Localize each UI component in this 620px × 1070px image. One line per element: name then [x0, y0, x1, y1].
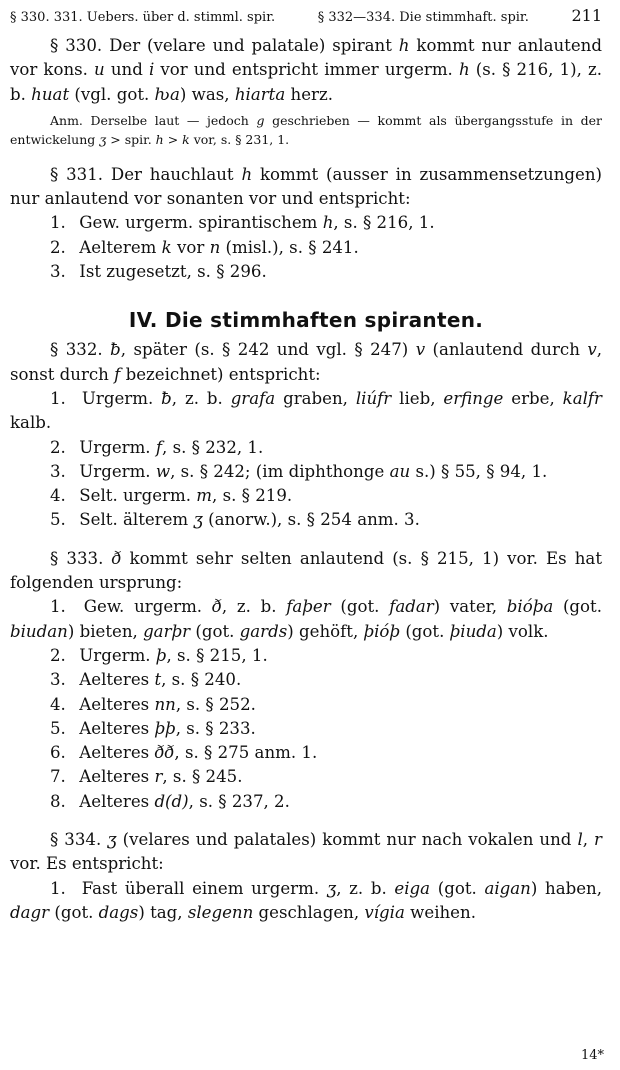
paragraph-332	[10, 338, 602, 387]
text: ) vater,	[433, 597, 507, 617]
term: h	[241, 164, 253, 184]
item-number: 5.	[50, 510, 66, 530]
term: biudan	[10, 621, 68, 641]
item-number: 3.	[50, 670, 66, 690]
text: Selt. urgerm.	[79, 486, 197, 506]
text: ) bieten,	[67, 621, 144, 641]
text: vor. Es entspricht:	[10, 854, 164, 874]
item-number: 1.	[50, 597, 66, 617]
list-item	[10, 508, 602, 532]
term: w	[155, 461, 171, 481]
text: (s. § 216, 1), z. b.	[10, 60, 602, 104]
text: § 332.	[50, 340, 111, 360]
spacer	[10, 533, 602, 547]
term: þióþ	[363, 621, 401, 641]
list-332	[10, 387, 602, 533]
list-333	[10, 595, 602, 814]
text: herz.	[285, 84, 333, 104]
term: erfinge	[443, 388, 504, 408]
term: þ	[155, 645, 167, 665]
text: , s. § 237, 2.	[188, 791, 290, 811]
paragraph-331	[10, 163, 602, 212]
list-item	[10, 387, 602, 436]
list-item	[10, 460, 602, 484]
term: ʒ	[193, 510, 203, 530]
term: r	[154, 767, 163, 787]
item-number: 1.	[50, 213, 66, 233]
term: f	[155, 437, 163, 457]
item-number: 4.	[50, 486, 66, 506]
text: (velares und palatales) kommt nur nach vokalen und	[116, 830, 578, 850]
term: kalfr	[562, 388, 602, 408]
term: eiga	[394, 878, 431, 898]
item-number: 3.	[50, 461, 66, 481]
term: ʒ	[107, 830, 117, 850]
text: s.) § 55, § 94, 1.	[410, 461, 548, 481]
text: (got.	[553, 597, 602, 617]
text: und	[104, 60, 149, 80]
term: m	[196, 486, 213, 506]
list-item	[10, 484, 602, 508]
header-page-number: 211	[571, 6, 602, 25]
text: >	[163, 131, 183, 147]
text: Aelteres	[79, 743, 155, 763]
text: , s. § 233.	[175, 718, 256, 738]
term: ð	[111, 548, 122, 568]
text: , s. § 240.	[161, 670, 242, 690]
text: , s. § 216, 1.	[333, 213, 435, 233]
spacer	[10, 814, 602, 828]
text: , z. b.	[221, 597, 287, 617]
paragraph-333	[10, 547, 602, 596]
text: (anorw.), s. § 254 anm. 3.	[202, 510, 420, 530]
text: Urgerm.	[79, 461, 156, 481]
header-center: § 332—334. Die stimmhaft. spir.	[317, 10, 529, 25]
text: Aelterem	[79, 237, 162, 257]
list-331	[10, 211, 602, 284]
text: , s. § 242; (im diphthonge	[170, 461, 390, 481]
item-number: 2.	[50, 645, 66, 665]
term: h	[155, 131, 164, 147]
list-item	[10, 717, 602, 741]
text: § 334.	[50, 830, 108, 850]
term: v	[587, 340, 597, 360]
text: Gew. urgerm.	[83, 597, 212, 617]
term: þþ	[154, 718, 176, 738]
item-number: 7.	[50, 767, 66, 787]
text: ) was,	[179, 84, 235, 104]
term: aigan	[484, 878, 531, 898]
term: liúfr	[355, 388, 392, 408]
text: Gew. urgerm. spirantischem	[79, 213, 323, 233]
text: Fast überall einem urgerm.	[81, 878, 327, 898]
term: grafa	[230, 388, 276, 408]
text: , z. b.	[336, 878, 395, 898]
spacer	[10, 149, 602, 163]
text: , später (s. § 242 und vgl. § 247)	[120, 340, 416, 360]
text: (anlautend durch	[425, 340, 588, 360]
text: ) haben,	[530, 878, 602, 898]
item-number: 2.	[50, 437, 66, 457]
list-334	[10, 877, 602, 926]
text: ) gehöft,	[287, 621, 364, 641]
term: h	[398, 36, 410, 55]
text: > spir.	[106, 131, 156, 147]
text: vor	[171, 237, 210, 257]
text: kommt sehr selten anlautend (s. § 215, 1) vor. Es hat folgenden ursprung:	[10, 548, 602, 593]
term: ƀ	[110, 340, 121, 360]
term: h	[322, 213, 334, 233]
term: ʒ	[99, 131, 107, 147]
term: k	[182, 131, 190, 147]
term: v	[415, 340, 426, 360]
text: , s. § 252.	[175, 694, 256, 714]
page	[10, 6, 602, 925]
text: (misl.), s. § 241.	[220, 237, 359, 257]
text: Selt. älterem	[79, 510, 194, 530]
text: vor, s. § 231, 1.	[189, 131, 290, 147]
text: bezeichnet) entspricht:	[120, 364, 321, 384]
list-item	[10, 790, 602, 814]
text: , s. § 275 anm. 1.	[174, 743, 318, 763]
term: dags	[98, 902, 139, 922]
term: g	[256, 112, 265, 128]
list-item	[10, 236, 602, 260]
term: bióþa	[506, 597, 554, 617]
text: (got.	[430, 878, 485, 898]
running-header	[10, 6, 602, 34]
text: weihen.	[404, 902, 476, 922]
text: erbe,	[503, 388, 563, 408]
list-item	[10, 211, 602, 235]
term: fadar	[389, 597, 434, 617]
text: ) volk.	[496, 621, 549, 641]
term: au	[389, 461, 411, 481]
list-item	[10, 436, 602, 460]
text: , s. § 245.	[162, 767, 243, 787]
term: k	[161, 237, 172, 257]
text: , z. b.	[171, 388, 231, 408]
text: , s. § 219.	[212, 486, 293, 506]
term: n	[209, 237, 221, 257]
text: vor und entspricht immer urgerm.	[154, 60, 459, 80]
text: (got.	[49, 902, 99, 922]
text: (got.	[400, 621, 450, 641]
list-item	[10, 877, 602, 926]
section-heading: IV. Die stimmhaften spiranten.	[128, 308, 484, 333]
term: nn	[154, 694, 176, 714]
term: d(d)	[154, 791, 189, 811]
text: Aelteres	[79, 767, 155, 787]
term: f	[114, 364, 121, 384]
text: , s. § 232, 1.	[162, 437, 264, 457]
text: Urgerm.	[79, 645, 156, 665]
text: (got.	[330, 597, 390, 617]
item-number: 5.	[50, 718, 66, 738]
term: ʒ	[326, 878, 337, 898]
text: Ist zugesetzt, s. § 296.	[79, 262, 267, 282]
text: § 330. Der (velare und palatale) spirant	[50, 36, 399, 55]
text: kommt (ausser in zusammensetzungen) nur anlautend vor sonanten vor und entspricht:	[10, 164, 603, 209]
list-item	[10, 693, 602, 717]
term: vígia	[364, 902, 405, 922]
text: § 331. Der hauchlaut	[50, 164, 242, 184]
list-item	[10, 741, 602, 765]
text: Aelteres	[79, 670, 155, 690]
text: geschlagen,	[253, 902, 365, 922]
term: slegenn	[187, 902, 254, 922]
item-number: 8.	[50, 791, 66, 811]
term: hiarta	[234, 84, 286, 104]
term: ð	[211, 597, 222, 617]
item-number: 4.	[50, 694, 66, 714]
term: huat	[31, 84, 70, 104]
text: ) tag,	[138, 902, 188, 922]
item-number: 2.	[50, 237, 66, 257]
text: lieb,	[391, 388, 444, 408]
term: faþer	[286, 597, 331, 617]
term: u	[94, 60, 105, 80]
term: l	[577, 830, 583, 850]
term: r	[594, 830, 602, 850]
list-item	[10, 765, 602, 789]
list-item	[10, 644, 602, 668]
term: ƕa	[154, 84, 180, 104]
paragraph-330	[10, 34, 602, 107]
annotation-330	[10, 111, 602, 149]
term: h	[458, 60, 470, 80]
text: Aelteres	[79, 791, 155, 811]
signature-mark: 14*	[580, 1048, 604, 1063]
text: , sonst durch	[10, 340, 602, 384]
text: kalb.	[10, 413, 52, 433]
text: Aelteres	[79, 718, 155, 738]
text: geschrieben — kommt als übergangsstufe in der entwickelung	[10, 112, 602, 147]
term: þiuda	[449, 621, 497, 641]
item-number: 6.	[50, 743, 66, 763]
text: , s. § 215, 1.	[166, 645, 268, 665]
term: dagr	[10, 902, 50, 922]
text: Urgerm.	[81, 388, 162, 408]
term: gards	[239, 621, 288, 641]
item-number: 1.	[50, 878, 66, 898]
text: (got.	[190, 621, 240, 641]
term: i	[148, 60, 155, 80]
term: t	[154, 670, 162, 690]
text: graben,	[275, 388, 356, 408]
term: ƀ	[161, 388, 172, 408]
text: Aelteres	[79, 694, 155, 714]
item-number: 1.	[50, 388, 66, 408]
text: Urgerm.	[79, 437, 156, 457]
list-item	[10, 595, 602, 644]
list-item	[10, 668, 602, 692]
text: kommt nur anlautend vor kons.	[10, 36, 602, 80]
text: (vgl. got.	[69, 84, 155, 104]
text: Anm. Derselbe laut — jedoch	[50, 112, 257, 128]
text: § 333.	[50, 548, 112, 568]
text: ,	[582, 830, 595, 850]
item-number: 3.	[50, 262, 66, 282]
term: ðð	[154, 743, 175, 763]
paragraph-334	[10, 828, 602, 877]
term: garþr	[143, 621, 191, 641]
list-item	[10, 260, 602, 284]
header-left: § 330. 331. Uebers. über d. stimml. spir.	[10, 10, 276, 25]
